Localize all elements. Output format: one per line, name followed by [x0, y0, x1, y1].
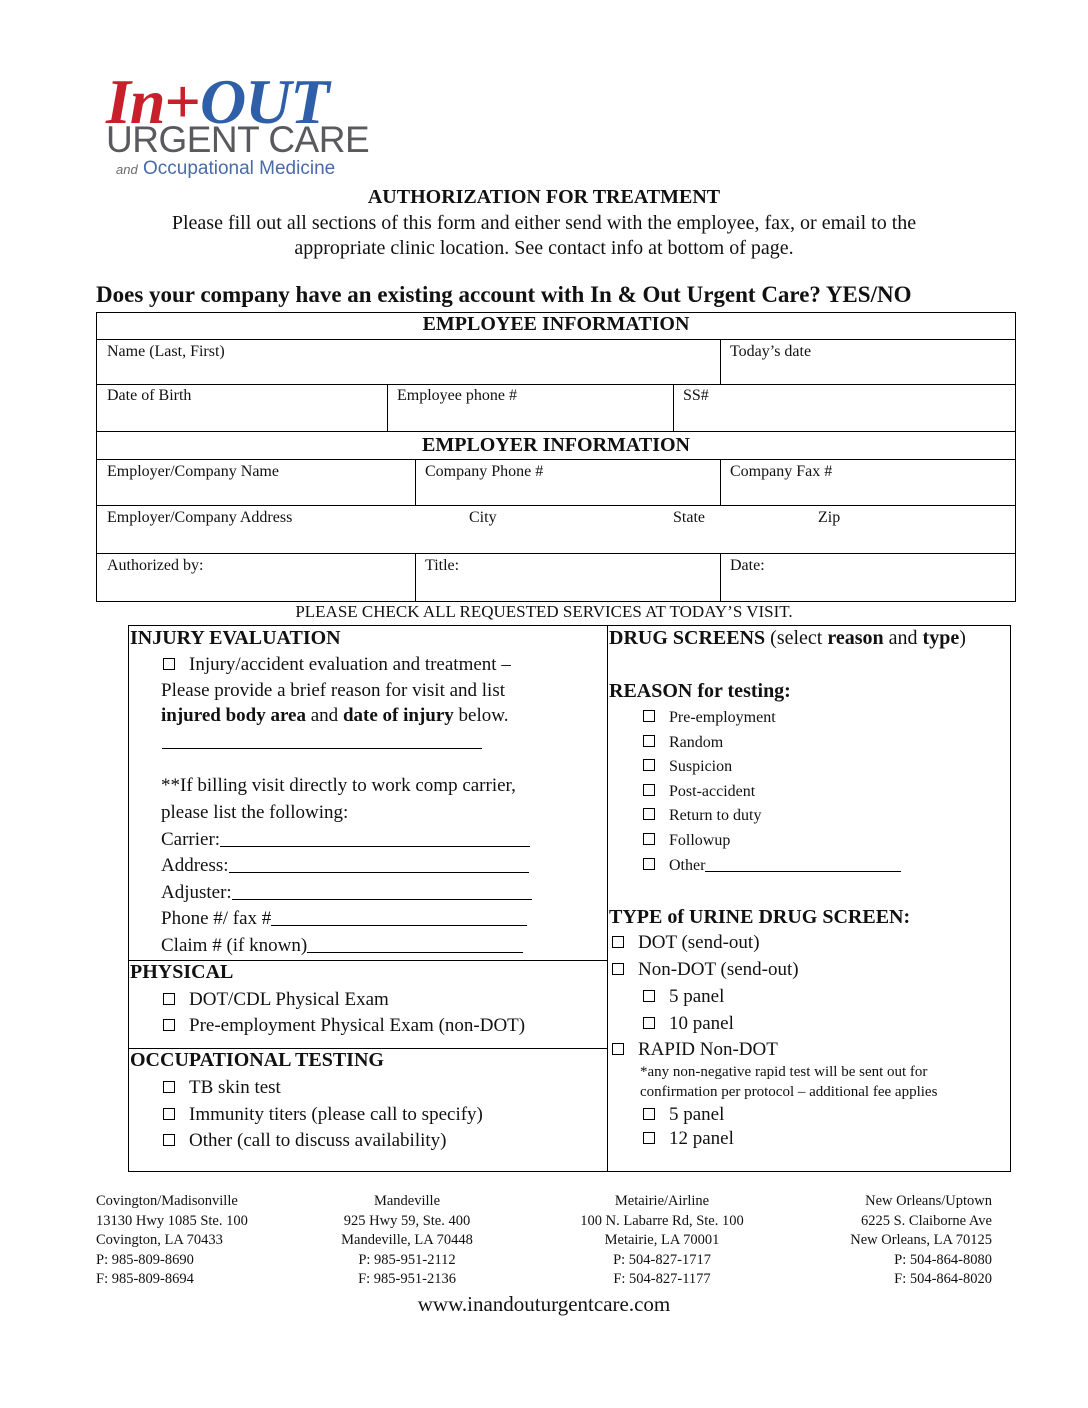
- physical-item-dot[interactable]: DOT/CDL Physical Exam: [163, 987, 389, 1013]
- checkbox-icon[interactable]: [163, 1019, 175, 1031]
- name-field[interactable]: Name (Last, First): [107, 343, 225, 360]
- type-nondot[interactable]: Non-DOT (send-out): [612, 957, 799, 983]
- checkbox-icon[interactable]: [643, 990, 655, 1002]
- claim-field[interactable]: Claim # (if known): [161, 933, 523, 959]
- drug-heading: DRUG SCREENS (select reason and type): [609, 627, 966, 649]
- checkbox-icon[interactable]: [643, 784, 655, 796]
- location-covington: Covington/Madisonville 13130 Hwy 1085 Ste. 100 Covington, LA 70433 P: 985-809-8690 F: 985-809-8694: [96, 1193, 248, 1287]
- reason-suspicion[interactable]: Suspicion: [643, 758, 732, 776]
- reason-post-accident[interactable]: Post-accident: [643, 783, 755, 801]
- injury-checkbox-row[interactable]: Injury/accident evaluation and treatment –: [163, 652, 511, 678]
- checkbox-icon[interactable]: [643, 1132, 655, 1144]
- logo-occupational: and Occupational Medicine: [116, 158, 336, 179]
- city-field[interactable]: City: [469, 509, 497, 526]
- injury-instructions-2: injured body area and date of injury below.: [161, 705, 509, 726]
- company-address-field[interactable]: Employer/Company Address: [107, 509, 293, 526]
- account-question: Does your company have an existing account with In & Out Urgent Care? YES/NO: [96, 282, 912, 307]
- website-link[interactable]: www.inandouturgentcare.com: [417, 1292, 671, 1316]
- employer-info-heading: EMPLOYER INFORMATION: [422, 434, 690, 456]
- info-table: [96, 312, 1016, 602]
- checkbox-icon[interactable]: [643, 1108, 655, 1120]
- occupational-heading: OCCUPATIONAL TESTING: [130, 1049, 384, 1071]
- title-field[interactable]: Title:: [425, 557, 460, 574]
- logo-wordmark: In+OUT: [106, 66, 329, 137]
- company-fax-field[interactable]: Company Fax #: [730, 463, 833, 480]
- ss-field[interactable]: SS#: [683, 387, 709, 404]
- checkbox-icon[interactable]: [163, 1108, 175, 1120]
- employee-info-heading: EMPLOYEE INFORMATION: [422, 313, 690, 335]
- company-phone-field[interactable]: Company Phone #: [425, 463, 544, 480]
- address-field[interactable]: Address:: [161, 853, 529, 879]
- reason-heading: REASON for testing:: [609, 680, 791, 702]
- billing-note-2: please list the following:: [161, 802, 349, 823]
- employee-phone-field[interactable]: Employee phone #: [397, 387, 517, 404]
- type-nondot-10panel[interactable]: 10 panel: [643, 1011, 734, 1037]
- rapid-note: *any non-negative rapid test will be sent out for confirmation per protocol – additional fee applies: [640, 1064, 938, 1100]
- reason-preemployment[interactable]: Pre-employment: [643, 709, 776, 727]
- checkbox-icon[interactable]: [612, 963, 624, 975]
- physical-item-preemployment[interactable]: Pre-employment Physical Exam (non-DOT): [163, 1013, 525, 1039]
- checkbox-icon[interactable]: [643, 858, 655, 870]
- type-dot[interactable]: DOT (send-out): [612, 930, 760, 956]
- checkbox-icon[interactable]: [163, 993, 175, 1005]
- injury-heading: INJURY EVALUATION: [130, 627, 341, 649]
- adjuster-field[interactable]: Adjuster:: [161, 880, 532, 906]
- todays-date-field[interactable]: Today’s date: [730, 343, 812, 360]
- company-name-field[interactable]: Employer/Company Name: [107, 463, 279, 480]
- checkbox-icon[interactable]: [643, 735, 655, 747]
- checkbox-icon[interactable]: [163, 1134, 175, 1146]
- billing-note: **If billing visit directly to work comp carrier,: [161, 775, 516, 796]
- checkbox-icon[interactable]: [612, 1043, 624, 1055]
- location-mandeville: Mandeville 925 Hwy 59, Ste. 400 Mandeville, LA 70448 P: 985-951-2112 F: 985-951-2136: [341, 1193, 473, 1287]
- type-rapid-5panel[interactable]: 5 panel: [643, 1102, 724, 1128]
- checkbox-icon[interactable]: [163, 1081, 175, 1093]
- checkbox-icon[interactable]: [643, 833, 655, 845]
- occ-item-titers[interactable]: Immunity titers (please call to specify): [163, 1102, 483, 1128]
- reason-followup[interactable]: Followup: [643, 832, 730, 850]
- form-title: AUTHORIZATION FOR TREATMENT: [367, 186, 721, 208]
- occ-item-tb[interactable]: TB skin test: [163, 1075, 281, 1101]
- type-nondot-5panel[interactable]: 5 panel: [643, 984, 724, 1010]
- phone-fax-field[interactable]: Phone #/ fax #: [161, 906, 527, 932]
- dob-field[interactable]: Date of Birth: [107, 387, 192, 404]
- occ-item-other[interactable]: Other (call to discuss availability): [163, 1128, 446, 1154]
- checkbox-icon[interactable]: [643, 1017, 655, 1029]
- checkbox-icon[interactable]: [643, 759, 655, 771]
- form-instructions: Please fill out all sections of this form and either send with the employee, fax, or email to the appropriate clinic location. See contact info at bottom of page.: [171, 212, 917, 259]
- reason-return-to-duty[interactable]: Return to duty: [643, 807, 761, 825]
- carrier-field[interactable]: Carrier:: [161, 827, 530, 853]
- type-rapid-12panel[interactable]: 12 panel: [643, 1126, 734, 1152]
- logo-cross-icon: +: [164, 66, 200, 137]
- state-field[interactable]: State: [673, 509, 705, 526]
- injury-reason-line[interactable]: [162, 748, 482, 749]
- checkbox-icon[interactable]: [643, 710, 655, 722]
- location-new-orleans: New Orleans/Uptown 6225 S. Claiborne Ave New Orleans, LA 70125 P: 504-864-8080 F: 504-864-8020: [850, 1193, 992, 1287]
- physical-heading: PHYSICAL: [130, 961, 234, 983]
- checkbox-icon[interactable]: [612, 936, 624, 948]
- type-rapid[interactable]: RAPID Non-DOT: [612, 1037, 778, 1063]
- logo-urgent-care: URGENT CARE: [106, 119, 370, 160]
- checkbox-icon[interactable]: [163, 658, 175, 670]
- location-metairie: Metairie/Airline 100 N. Labarre Rd, Ste. 100 Metairie, LA 70001 P: 504-827-1717 F: 504-827-1177: [580, 1193, 744, 1287]
- injury-instructions: Please provide a brief reason for visit and list: [161, 680, 506, 701]
- checkbox-icon[interactable]: [643, 808, 655, 820]
- services-heading: PLEASE CHECK ALL REQUESTED SERVICES AT TODAY’S VISIT.: [295, 602, 793, 621]
- drug-type-heading: TYPE of URINE DRUG SCREEN:: [609, 906, 911, 928]
- reason-other[interactable]: Other: [643, 857, 901, 875]
- date-field[interactable]: Date:: [730, 557, 765, 574]
- reason-random[interactable]: Random: [643, 734, 723, 752]
- authorized-by-field[interactable]: Authorized by:: [107, 557, 204, 574]
- zip-field[interactable]: Zip: [818, 509, 841, 526]
